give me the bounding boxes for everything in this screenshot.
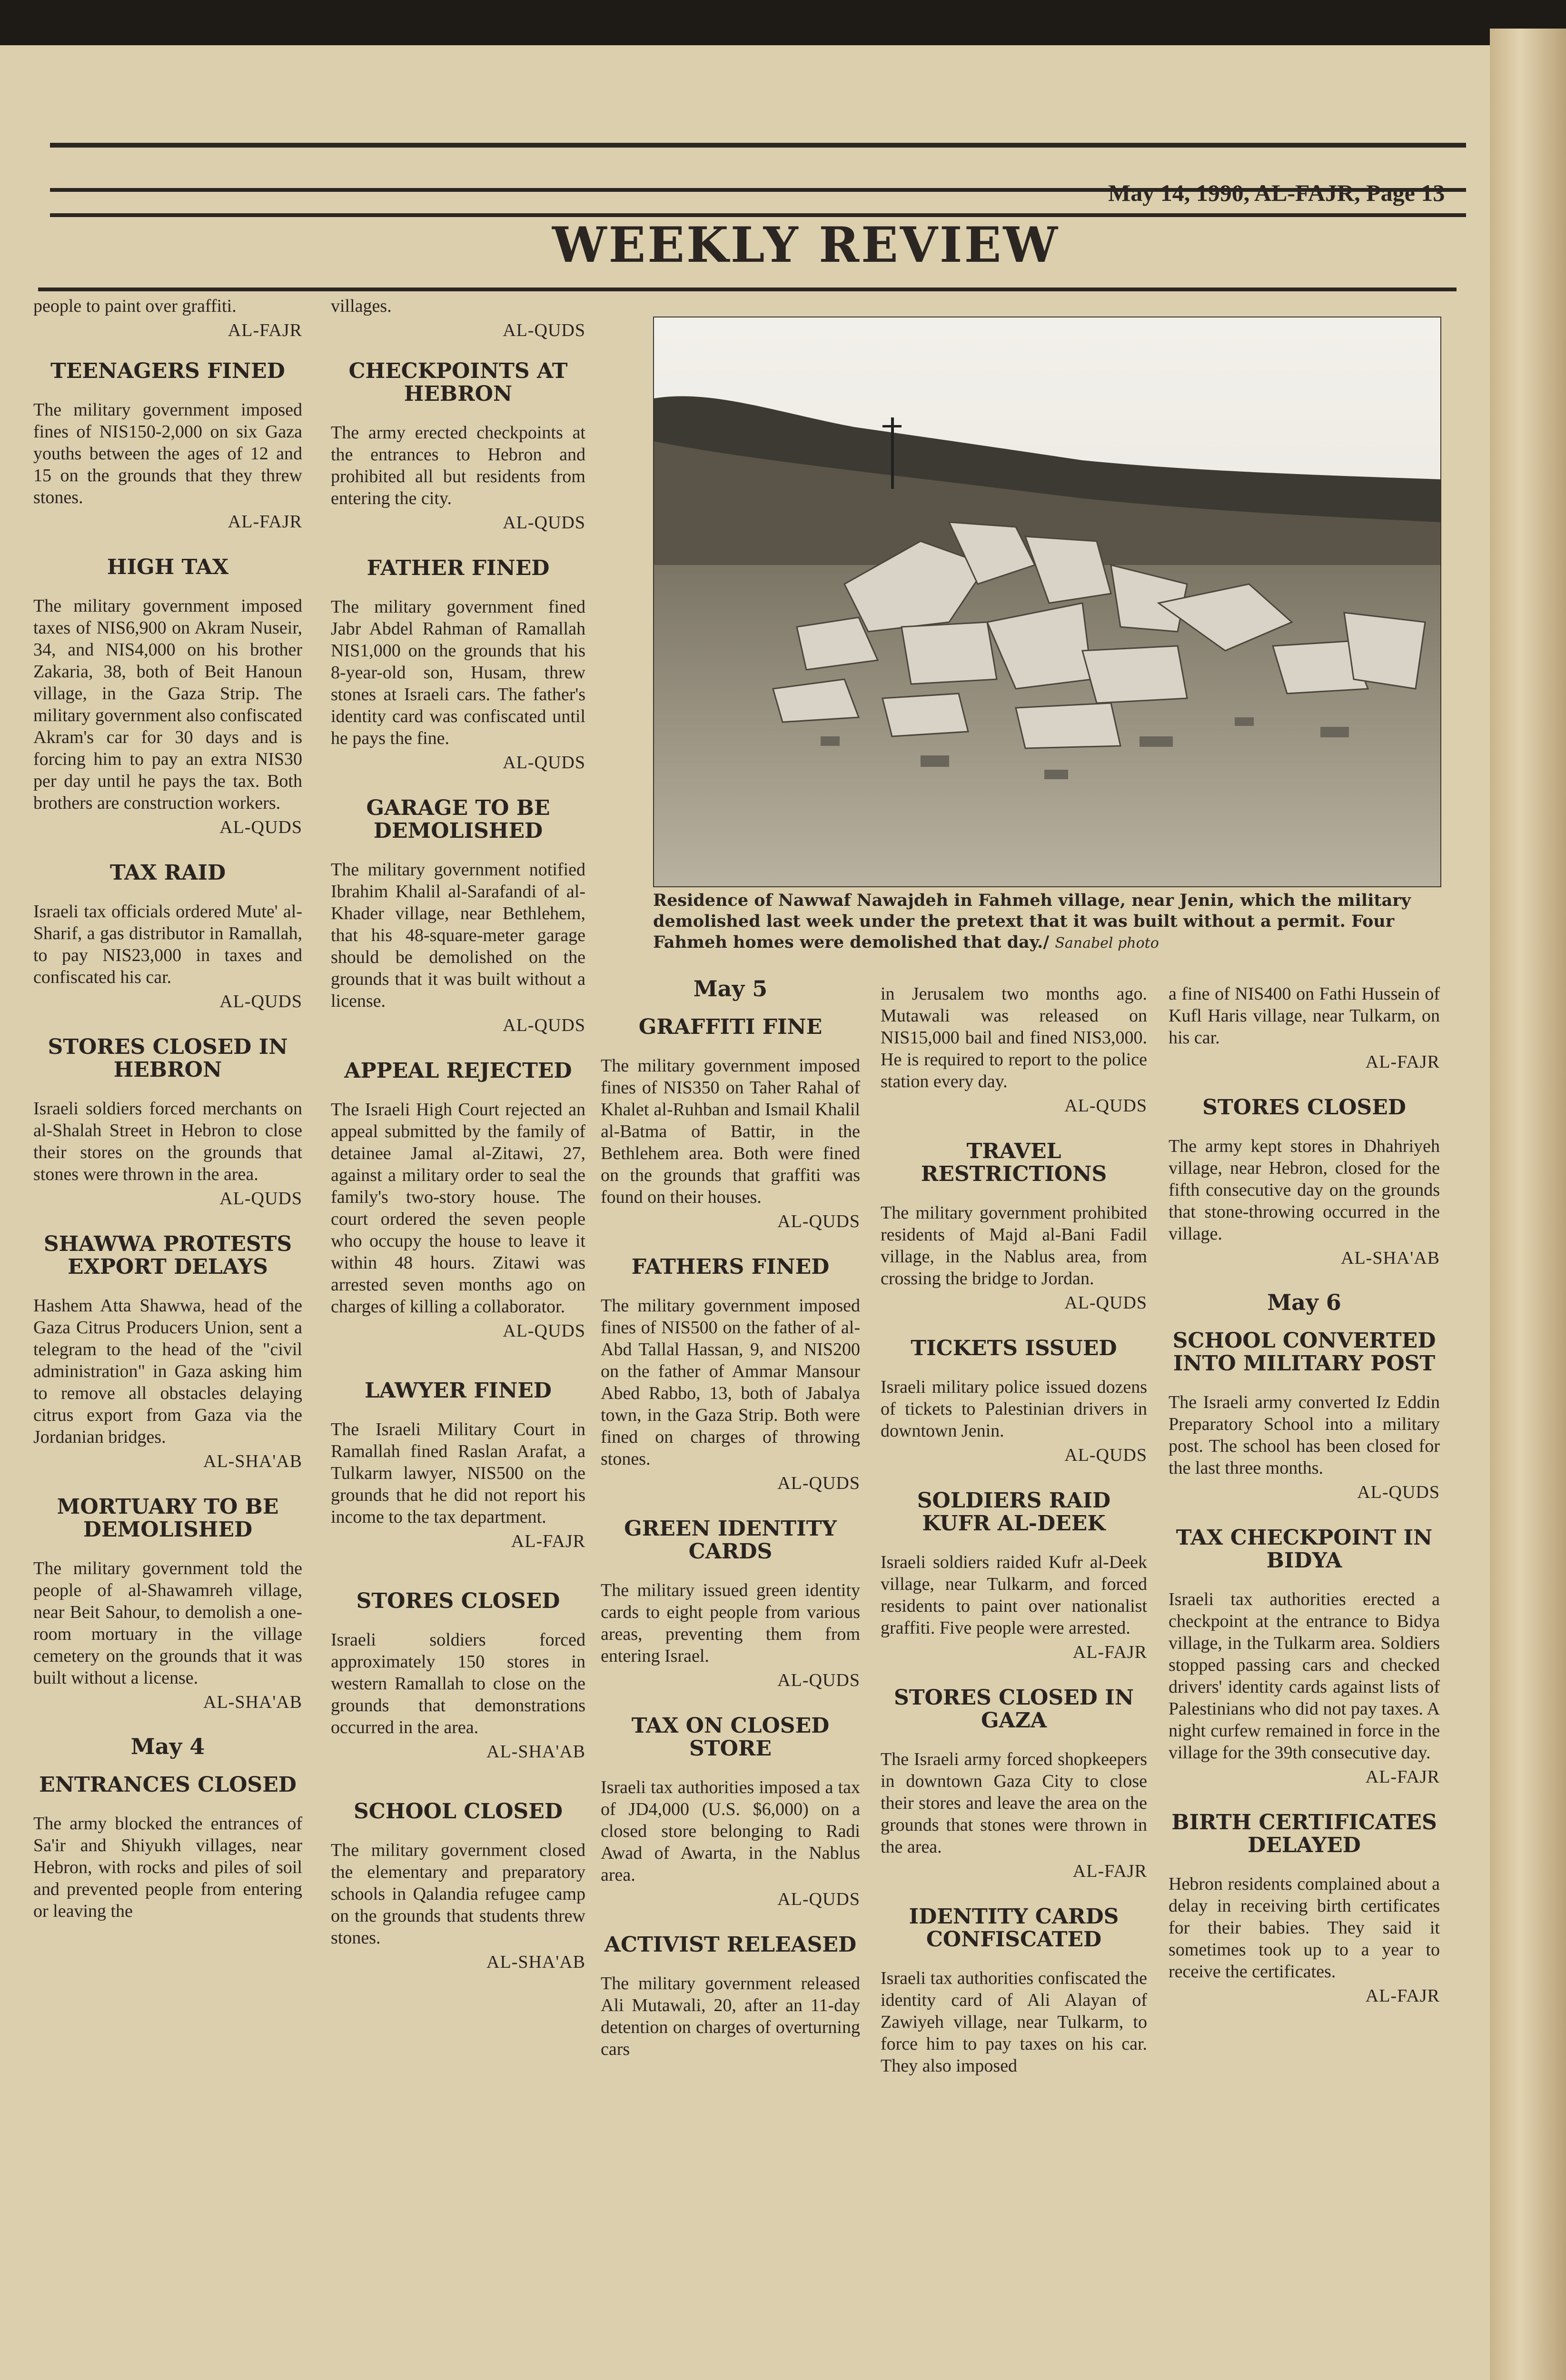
column-5 bbox=[1169, 983, 1440, 2006]
caption-text: Residence of Nawwaf Nawajdeh in Fahmeh village, near Jenin, which the military demolished last week under the pretext that it was built without a permit. Four Fahmeh homes were demolished that day./ bbox=[653, 891, 1411, 952]
article-headline: SOLDIERS RAID KUFR AL-DEEK bbox=[917, 1488, 1111, 1536]
article-headline: CHECKPOINTS AT HEBRON bbox=[348, 359, 568, 406]
article-text: Israeli soldiers raided Kufr al-Deek village, near Tulkarm, and forced residents to paint over nationalist graffiti. Five people were arrested. bbox=[881, 1552, 1147, 1638]
binding-edge bbox=[1490, 29, 1566, 2380]
article-source: AL-SHA'AB bbox=[203, 1692, 302, 1712]
article-source: AL-FAJR bbox=[1072, 1642, 1147, 1662]
article-headline: TAX RAID bbox=[109, 861, 226, 885]
article-source: AL-FAJR bbox=[1365, 1767, 1440, 1787]
article-headline: TAX CHECKPOINT IN BIDYA bbox=[1176, 1526, 1433, 1573]
article-text: The military government told the people of al-Shawamreh village, near Beit Sahour, to demolish a one-room mortuary in the village cemetery on the grounds that it was built without a license. bbox=[33, 1558, 302, 1688]
article-source: AL-FAJR bbox=[1365, 1052, 1440, 1072]
photo-caption bbox=[653, 890, 1443, 954]
article-text: villages. bbox=[331, 296, 392, 316]
article-text: The military government imposed fines of NIS350 on Taher Rahal of Khalet al-Ruhban and Ismail Khalil al-Batma of Battir, in the Bethlehem area. Both were fined on the grounds that graffiti was found on their houses. bbox=[601, 1056, 860, 1207]
article-headline: SHAWWA PROTESTS EXPORT DELAYS bbox=[43, 1232, 292, 1279]
article-headline: SCHOOL CONVERTED INTO MILITARY POST bbox=[1172, 1329, 1436, 1376]
article-text: The military government imposed taxes of NIS6,900 on Akram Nuseir, 34, and NIS4,000 on his brother Zakaria, 38, both of Beit Hanoun village, in the Gaza Strip. The military government also confiscated Akram's car for 30 days and is forcing him to pay an extra NIS30 per day until he pays the tax. Both brothers are construction workers. bbox=[33, 596, 302, 813]
top-rule-1 bbox=[50, 143, 1466, 148]
article-headline: IDENTITY CARDS CONFISCATED bbox=[909, 1904, 1119, 1952]
article-text: Hashem Atta Shawwa, head of the Gaza Citrus Producers Union, sent a telegram to the head of the "civil administration" in Gaza asking him to remove all obstacles delaying citrus export from Gaza via the Jordanian bridges. bbox=[33, 1296, 302, 1447]
article-text: a fine of NIS400 on Fathi Hussein of Kufl Haris village, near Tulkarm, on his car. bbox=[1169, 984, 1440, 1048]
article-headline: STORES CLOSED bbox=[1202, 1095, 1406, 1120]
article-headline: TEENAGERS FINED bbox=[50, 359, 285, 383]
article-source: AL-QUDS bbox=[503, 1015, 585, 1035]
article-headline: GREEN IDENTITY CARDS bbox=[624, 1517, 837, 1564]
article-source: AL-QUDS bbox=[503, 320, 585, 340]
article-source: AL-SHA'AB bbox=[203, 1451, 302, 1471]
article-text: The Israeli High Court rejected an appeal submitted by the family of detainee Jamal al-Zitawi, 27, against a military order to seal the family's two-story house. The court ordered the seven people who occupy the house to leave it within 48 hours. Zitawi was arrested seven months ago on charges of killing a collaborator. bbox=[331, 1100, 585, 1317]
article-headline: SCHOOL CLOSED bbox=[353, 1799, 563, 1824]
article-text: people to paint over graffiti. bbox=[33, 296, 237, 316]
article-source: AL-FAJR bbox=[511, 1531, 585, 1551]
article-text: Israeli tax authorities imposed a tax of JD4,000 (U.S. $6,000) on a closed store belonging to Radi Awad of Awarta, in the Nablus area. bbox=[601, 1777, 860, 1885]
article-headline: STORES CLOSED IN HEBRON bbox=[48, 1035, 288, 1082]
article-text: Israeli soldiers forced approximately 150 stores in western Ramallah to close on the grounds that demonstrations occurred in the area. bbox=[331, 1630, 585, 1737]
article-source: AL-SHA'AB bbox=[486, 1742, 585, 1762]
photo-credit: Sanabel photo bbox=[1055, 935, 1159, 952]
article-source: AL-SHA'AB bbox=[1341, 1248, 1440, 1268]
article-text: The military government closed the elementary and preparatory schools in Qalandia refugee camp on the grounds that students threw stones. bbox=[331, 1840, 585, 1948]
article-headline: FATHERS FINED bbox=[631, 1255, 830, 1279]
article-source: AL-SHA'AB bbox=[486, 1952, 585, 1972]
article-headline: FATHER FINED bbox=[367, 556, 550, 580]
article-headline: LAWYER FINED bbox=[365, 1378, 552, 1403]
article-source: AL-QUDS bbox=[777, 1889, 860, 1909]
article-text: Israeli military police issued dozens of tickets to Palestinian drivers in downtown Jenin. bbox=[881, 1377, 1147, 1441]
article-source: AL-QUDS bbox=[503, 513, 585, 533]
article-headline: TRAVEL RESTRICTIONS bbox=[921, 1139, 1107, 1186]
article-text: The military issued green identity cards to eight people from various areas, preventing them from entering Israel. bbox=[601, 1580, 860, 1666]
column-3 bbox=[601, 957, 860, 2060]
demolished-house-photo bbox=[654, 317, 1440, 886]
article-text: The army kept stores in Dhahriyeh village, near Hebron, closed for the fifth consecutive day on the grounds that stone-throwing occurred in the village. bbox=[1169, 1136, 1440, 1244]
article-headline: GARAGE TO BE DEMOLISHED bbox=[366, 796, 550, 843]
column-1 bbox=[33, 295, 302, 1922]
article-text: Israeli soldiers forced merchants on al-Shalah Street in Hebron to close their stores on the grounds that stones were thrown in the area. bbox=[33, 1099, 302, 1184]
article-source: AL-QUDS bbox=[777, 1211, 860, 1231]
column-4 bbox=[881, 983, 1147, 2077]
article-source: AL-QUDS bbox=[1357, 1482, 1440, 1502]
article-text: The army blocked the entrances of Sa'ir and Shiyukh villages, near Hebron, with rocks and piles of soil and prevented people from entering or leaving the bbox=[33, 1814, 302, 1921]
article-source: AL-QUDS bbox=[777, 1670, 860, 1690]
article-text: The military government prohibited residents of Majd al-Bani Fadil village, in the Nablus area, from crossing the bridge to Jordan. bbox=[881, 1203, 1147, 1289]
article-source: AL-QUDS bbox=[1064, 1293, 1147, 1313]
column-2 bbox=[331, 295, 585, 1973]
article-headline: GRAFFITI FINE bbox=[638, 1015, 823, 1039]
article-source: AL-FAJR bbox=[1365, 1986, 1440, 2006]
article-text: The army erected checkpoints at the entrances to Hebron and prohibited all but residents from entering the city. bbox=[331, 423, 585, 508]
article-text: The military government imposed fines of NIS500 on the father of al-Abd Tallal Hassan, 9, and NIS200 on the father of Ammar Mansour Abed Rabbo, 13, both of Jabalya town, in the Gaza Strip. Both were fined on charges of throwing stones. bbox=[601, 1296, 860, 1469]
news-photo bbox=[653, 317, 1441, 887]
article-source: AL-QUDS bbox=[1064, 1096, 1147, 1116]
article-headline: APPEAL REJECTED bbox=[344, 1059, 572, 1083]
article-text: The Israeli army converted Iz Eddin Preparatory School into a military post. The school has been closed for the last three months. bbox=[1169, 1392, 1440, 1478]
article-headline: HIGH TAX bbox=[107, 555, 229, 579]
article-headline: ENTRANCES CLOSED bbox=[39, 1773, 297, 1797]
article-headline: STORES CLOSED IN GAZA bbox=[894, 1686, 1134, 1733]
article-source: AL-FAJR bbox=[1072, 1861, 1147, 1881]
article-source: AL-QUDS bbox=[503, 753, 585, 773]
article-source: AL-FAJR bbox=[228, 320, 302, 340]
article-source: AL-QUDS bbox=[219, 817, 302, 837]
article-source: AL-QUDS bbox=[219, 1189, 302, 1209]
article-text: Israeli tax authorities confiscated the identity card of Ali Alayan of Zawiyeh village, near Tulkarm, to force him to pay taxes on his car. They also imposed bbox=[881, 1968, 1147, 2076]
article-text: Israeli tax officials ordered Mute' al-Sharif, a gas distributor in Ramallah, to pay NIS23,000 in taxes and confiscated his car. bbox=[33, 902, 302, 987]
article-text: The Israeli army forced shopkeepers in downtown Gaza City to close their stores and leave the area on the grounds that stones were thrown in the area. bbox=[881, 1749, 1147, 1857]
article-source: AL-QUDS bbox=[219, 992, 302, 1012]
article-text: The military government released Ali Mutawali, 20, after an 11-day detention on charges of overturning cars bbox=[601, 1973, 860, 2059]
article-source: AL-QUDS bbox=[1064, 1445, 1147, 1465]
article-headline: TAX ON CLOSED STORE bbox=[631, 1714, 830, 1761]
masthead: WEEKLY REVIEW bbox=[552, 217, 1060, 274]
article-text: Israeli tax authorities erected a checkpoint at the entrance to Bidya village, in the Tulkarm area. Soldiers stopped passing cars and checked drivers' identity cards against lists of Palestinians who did not pay taxes. A night curfew remained in force in the village for the 39th consecutive day. bbox=[1169, 1589, 1440, 1763]
article-text: The military government notified Ibrahim Khalil al-Sarafandi of al-Khader village, near Bethlehem, that his 48-square-meter garage should be demolished on the grounds that it was built without a license. bbox=[331, 860, 585, 1011]
article-text: The Israeli Military Court in Ramallah fined Raslan Arafat, a Tulkarm lawyer, NIS500 on the grounds that he did not report his income to the tax department. bbox=[331, 1419, 585, 1527]
article-headline: BIRTH CERTIFICATES DELAYED bbox=[1171, 1810, 1437, 1857]
article-source: AL-FAJR bbox=[228, 512, 302, 532]
date-heading: May 5 bbox=[693, 976, 768, 1002]
article-text: The military government imposed fines of NIS150-2,000 on six Gaza youths between the ages of 12 and 15 on the grounds that they threw stones. bbox=[33, 400, 302, 507]
masthead-rule bbox=[38, 288, 1457, 291]
date-heading: May 4 bbox=[130, 1734, 205, 1759]
article-headline: ACTIVIST RELEASED bbox=[604, 1933, 857, 1957]
article-headline: MORTUARY TO BE DEMOLISHED bbox=[57, 1495, 279, 1542]
dateline: May 14, 1990, AL-FAJR, Page 13 bbox=[1108, 179, 1445, 206]
article-headline: STORES CLOSED bbox=[356, 1589, 560, 1613]
article-text: in Jerusalem two months ago. Mutawali was released on NIS15,000 bail and fined NIS3,000. He is required to report to the police station every day. bbox=[881, 984, 1147, 1091]
date-heading: May 6 bbox=[1267, 1289, 1341, 1315]
article-text: Hebron residents complained about a delay in receiving birth certificates for their babies. They said it sometimes took up to a year to receive the certificates. bbox=[1169, 1874, 1440, 1982]
article-headline: TICKETS ISSUED bbox=[911, 1336, 1117, 1360]
article-source: AL-QUDS bbox=[777, 1473, 860, 1493]
article-text: The military government fined Jabr Abdel Rahman of Ramallah NIS1,000 on the grounds that his 8-year-old son, Husam, threw stones at Israeli cars. The father's identity card was confiscated until he pays the fine. bbox=[331, 597, 585, 748]
article-source: AL-QUDS bbox=[503, 1321, 585, 1341]
